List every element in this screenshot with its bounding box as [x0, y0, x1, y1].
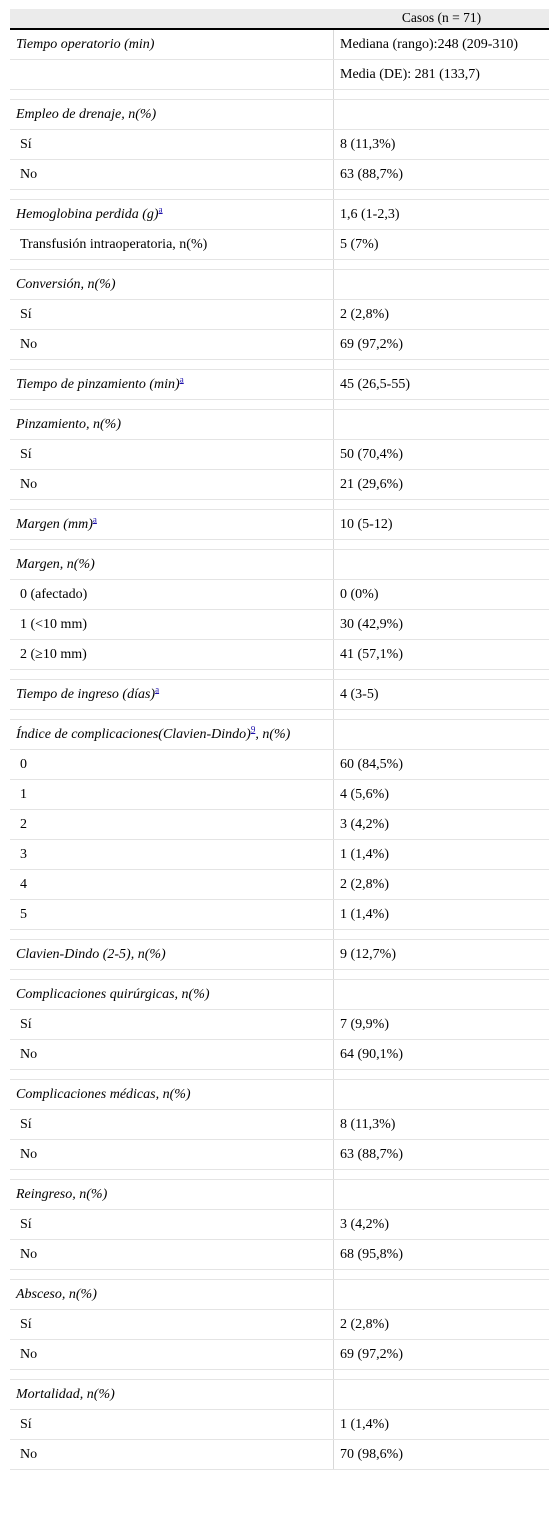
row-label: No: [20, 1447, 38, 1462]
row-value: 21 (29,6%): [340, 477, 403, 492]
table-row: [10, 1040, 549, 1070]
footnote-link[interactable]: a: [155, 684, 160, 695]
row-label: No: [20, 1147, 38, 1162]
row-label-cell: [10, 720, 334, 749]
row-label: 0: [20, 757, 27, 772]
spacer-row: [10, 930, 549, 940]
table-row: [10, 440, 549, 470]
row-value: 63 (88,7%): [340, 167, 403, 182]
table-row: [10, 720, 549, 750]
spacer-row: [10, 190, 549, 200]
row-label: Sí: [20, 1117, 32, 1132]
footnote-link[interactable]: 9: [250, 724, 256, 735]
table-row: [10, 550, 549, 580]
row-label-cell: [10, 980, 334, 1009]
row-value: 4 (5,6%): [340, 787, 389, 802]
table-row: [10, 1240, 549, 1270]
row-value-cell: [334, 1310, 549, 1339]
spacer-row: [10, 1170, 549, 1180]
row-value-cell: [334, 100, 549, 129]
row-value-cell: [334, 60, 549, 89]
row-value-cell: [334, 1380, 549, 1409]
row-label-cell: [10, 930, 334, 939]
row-label: Conversión, n(%): [16, 277, 116, 292]
table-row: [10, 680, 549, 710]
row-label-cell: [10, 1310, 334, 1339]
header-col-cases: Casos (n = 71): [401, 10, 482, 25]
row-value-cell: [334, 510, 549, 539]
row-value-cell: [334, 200, 549, 229]
row-value-cell: [334, 550, 549, 579]
row-label: No: [20, 1047, 38, 1062]
row-label: Sí: [20, 1217, 32, 1232]
row-value-cell: [334, 360, 549, 369]
row-label-cell: [10, 1110, 334, 1139]
table-row: [10, 100, 549, 130]
row-label-cell: [10, 670, 334, 679]
row-label: No: [20, 167, 38, 182]
spacer-row: [10, 260, 549, 270]
row-value-cell: [334, 670, 549, 679]
row-label-cell: [10, 640, 334, 669]
row-value-cell: [334, 1340, 549, 1369]
row-label-cell: [10, 30, 334, 59]
row-value-cell: [334, 370, 549, 399]
row-label-cell: [10, 840, 334, 869]
row-label: Clavien-Dindo (2-5), n(%): [16, 947, 166, 962]
row-value-cell: [334, 930, 549, 939]
row-value-cell: [334, 270, 549, 299]
row-value-cell: [334, 90, 549, 99]
row-label: Empleo de drenaje, n(%): [16, 107, 157, 122]
row-label-cell: [10, 1180, 334, 1209]
row-value: 69 (97,2%): [340, 337, 403, 352]
spacer-row: [10, 710, 549, 720]
table-row: [10, 940, 549, 970]
results-table: [10, 9, 549, 1470]
row-value-cell: [334, 1170, 549, 1179]
row-value-cell: [334, 410, 549, 439]
table-header: [10, 9, 549, 30]
table-row: [10, 330, 549, 360]
row-label-cell: [10, 1380, 334, 1409]
row-value-cell: [334, 980, 549, 1009]
row-label-cell: [10, 1240, 334, 1269]
row-value-cell: [334, 1040, 549, 1069]
table-row: [10, 1180, 549, 1210]
row-value-cell: [334, 1280, 549, 1309]
row-label-cell: [10, 200, 334, 229]
table-row: [10, 640, 549, 670]
row-value: 70 (98,6%): [340, 1447, 403, 1462]
table-row: [10, 1310, 549, 1340]
spacer-row: [10, 360, 549, 370]
row-value: 63 (88,7%): [340, 1147, 403, 1162]
row-value-cell: [334, 970, 549, 979]
table-row: [10, 200, 549, 230]
row-label-cell: [10, 1370, 334, 1379]
row-label: 2: [20, 817, 27, 832]
row-value: 45 (26,5-55): [340, 377, 410, 392]
row-label: Complicaciones quirúrgicas, n(%): [16, 987, 210, 1002]
row-value: 0 (0%): [340, 587, 379, 602]
row-label: Sí: [20, 1417, 32, 1432]
row-label-cell: [10, 1280, 334, 1309]
row-label: No: [20, 477, 38, 492]
spacer-row: [10, 1070, 549, 1080]
table-row: [10, 410, 549, 440]
spacer-row: [10, 670, 549, 680]
row-label: Transfusión intraoperatoria, n(%): [20, 237, 208, 252]
table-row: [10, 1440, 549, 1470]
row-label-cell: [10, 260, 334, 269]
row-value-cell: [334, 1270, 549, 1279]
row-value-cell: [334, 260, 549, 269]
row-label-cell: [10, 330, 334, 359]
row-label-cell: [10, 680, 334, 709]
row-value-cell: [334, 710, 549, 719]
row-value: 4 (3-5): [340, 687, 379, 702]
row-value-cell: [334, 1440, 549, 1469]
row-value-cell: [334, 1110, 549, 1139]
table-row: [10, 470, 549, 500]
row-value-cell: [334, 540, 549, 549]
table-row: [10, 160, 549, 190]
row-value: Mediana (rango):248 (209-310): [340, 37, 519, 52]
row-value-cell: [334, 130, 549, 159]
table-row: [10, 750, 549, 780]
row-label-cell: [10, 1210, 334, 1239]
row-value: 60 (84,5%): [340, 757, 403, 772]
row-value-cell: [334, 230, 549, 259]
row-label: Tiempo de pinzamiento (min): [16, 377, 180, 392]
table-row: [10, 510, 549, 540]
row-value: 2 (2,8%): [340, 307, 389, 322]
footnote-link[interactable]: a: [158, 204, 163, 215]
spacer-row: [10, 1270, 549, 1280]
row-label: Sí: [20, 137, 32, 152]
table-row: [10, 980, 549, 1010]
row-label: Tiempo operatorio (min): [16, 37, 155, 52]
row-label-cell: [10, 190, 334, 199]
row-value: 64 (90,1%): [340, 1047, 403, 1062]
row-label-cell: [10, 440, 334, 469]
row-value-cell: [334, 190, 549, 199]
row-value: 3 (4,2%): [340, 817, 389, 832]
row-value-cell: [334, 610, 549, 639]
row-value: 30 (42,9%): [340, 617, 403, 632]
row-label-cell: [10, 1010, 334, 1039]
row-label-cell: [10, 710, 334, 719]
row-label: Margen (mm): [16, 517, 93, 532]
row-value: 7 (9,9%): [340, 1017, 389, 1032]
row-label-cell: [10, 1080, 334, 1109]
row-value-cell: [334, 1010, 549, 1039]
row-label-cell: [10, 610, 334, 639]
row-value-cell: [334, 1210, 549, 1239]
row-label: 2 (≥10 mm): [20, 647, 87, 662]
row-label-cell: [10, 1440, 334, 1469]
row-value: Media (DE): 281 (133,7): [340, 67, 480, 82]
table-row: [10, 1140, 549, 1170]
row-value-cell: [334, 400, 549, 409]
row-label: Tiempo de ingreso (días): [16, 687, 156, 702]
row-value: 1 (1,4%): [340, 907, 389, 922]
row-value-cell: [334, 440, 549, 469]
table-row: [10, 900, 549, 930]
row-label: 5: [20, 907, 27, 922]
row-value-cell: [334, 870, 549, 899]
row-value-cell: [334, 160, 549, 189]
spacer-row: [10, 970, 549, 980]
header-col-label: [10, 9, 334, 28]
table-row: [10, 840, 549, 870]
row-value: 9 (12,7%): [340, 947, 396, 962]
row-value-cell: [334, 470, 549, 499]
row-label-cell: [10, 410, 334, 439]
row-label-cell: [10, 870, 334, 899]
row-value: 69 (97,2%): [340, 1347, 403, 1362]
row-value-cell: [334, 580, 549, 609]
row-label: No: [20, 1247, 38, 1262]
row-value-cell: [334, 1070, 549, 1079]
row-label-cell: [10, 400, 334, 409]
row-label: Sí: [20, 447, 32, 462]
row-label: Sí: [20, 1317, 32, 1332]
spacer-row: [10, 400, 549, 410]
footnote-link[interactable]: a: [179, 374, 184, 385]
row-value-cell: [334, 720, 549, 749]
row-value-cell: [334, 680, 549, 709]
row-value: 41 (57,1%): [340, 647, 403, 662]
table-row: [10, 1080, 549, 1110]
row-value-cell: [334, 1370, 549, 1379]
row-label-cell: [10, 550, 334, 579]
row-label-cell: [10, 970, 334, 979]
table-row: [10, 1380, 549, 1410]
row-value: 1,6 (1-2,3): [340, 207, 400, 222]
row-label-cell: [10, 130, 334, 159]
row-value-cell: [334, 900, 549, 929]
row-label: Reingreso, n(%): [16, 1187, 108, 1202]
row-label-cell: [10, 300, 334, 329]
table-row: [10, 780, 549, 810]
row-label: Pinzamiento, n(%): [16, 417, 121, 432]
row-label-cell: [10, 360, 334, 369]
row-label-cell: [10, 470, 334, 499]
table-row: [10, 230, 549, 260]
table-row: [10, 1110, 549, 1140]
row-label-cell: [10, 810, 334, 839]
row-label: Sí: [20, 307, 32, 322]
row-value-cell: [334, 1180, 549, 1209]
spacer-row: [10, 500, 549, 510]
row-value: 1 (1,4%): [340, 847, 389, 862]
row-label-cell: [10, 1270, 334, 1279]
row-label-cell: [10, 1070, 334, 1079]
row-value-cell: [334, 1140, 549, 1169]
row-value-cell: [334, 750, 549, 779]
row-label-cell: [10, 510, 334, 539]
row-label-cell: [10, 1170, 334, 1179]
row-label-cell: [10, 230, 334, 259]
row-label-cell: [10, 1410, 334, 1439]
table-body: [10, 30, 549, 1470]
row-label-cell: [10, 580, 334, 609]
row-label: No: [20, 1347, 38, 1362]
row-label-cell: [10, 900, 334, 929]
row-value: 3 (4,2%): [340, 1217, 389, 1232]
row-value: 1 (1,4%): [340, 1417, 389, 1432]
row-value-cell: [334, 810, 549, 839]
row-label-cell: [10, 780, 334, 809]
row-value-cell: [334, 640, 549, 669]
row-label: 3: [20, 847, 27, 862]
row-label-cell: [10, 90, 334, 99]
row-value-cell: [334, 30, 549, 59]
row-label: Margen, n(%): [16, 557, 95, 572]
row-label-cell: [10, 100, 334, 129]
table-row: [10, 30, 549, 60]
table-row: [10, 130, 549, 160]
row-value: 8 (11,3%): [340, 1117, 396, 1132]
row-label-cell: [10, 370, 334, 399]
row-label: Hemoglobina perdida (g): [16, 207, 159, 222]
row-value-cell: [334, 1240, 549, 1269]
row-label-cell: [10, 1140, 334, 1169]
table-row: [10, 870, 549, 900]
spacer-row: [10, 540, 549, 550]
row-label-cell: [10, 540, 334, 549]
row-value: 8 (11,3%): [340, 137, 396, 152]
row-value: 50 (70,4%): [340, 447, 403, 462]
table-row: [10, 1410, 549, 1440]
row-label: 1 (<10 mm): [20, 617, 87, 632]
row-value: 10 (5-12): [340, 517, 393, 532]
table-row: [10, 610, 549, 640]
row-label-suffix: , n(%): [255, 727, 291, 742]
table-row: [10, 1280, 549, 1310]
row-label: Absceso, n(%): [16, 1287, 97, 1302]
table-row: [10, 580, 549, 610]
row-label-cell: [10, 500, 334, 509]
row-value-cell: [334, 500, 549, 509]
table-row: [10, 300, 549, 330]
table-row: [10, 1210, 549, 1240]
footnote-link[interactable]: a: [92, 514, 97, 525]
row-value: 5 (7%): [340, 237, 379, 252]
row-value-cell: [334, 1080, 549, 1109]
row-label: 1: [20, 787, 27, 802]
spacer-row: [10, 90, 549, 100]
table-row: [10, 270, 549, 300]
row-label-cell: [10, 750, 334, 779]
spacer-row: [10, 1370, 549, 1380]
row-label: Complicaciones médicas, n(%): [16, 1087, 191, 1102]
row-value-cell: [334, 840, 549, 869]
row-value-cell: [334, 1410, 549, 1439]
row-value-cell: [334, 940, 549, 969]
row-label-cell: [10, 270, 334, 299]
row-label-cell: [10, 60, 334, 89]
row-label: Índice de complicaciones(Clavien-Dindo): [16, 727, 251, 742]
table-row: [10, 810, 549, 840]
row-value: 2 (2,8%): [340, 877, 389, 892]
row-value-cell: [334, 300, 549, 329]
row-label-cell: [10, 940, 334, 969]
table-row: [10, 60, 549, 90]
row-label: No: [20, 337, 38, 352]
table-row: [10, 1340, 549, 1370]
row-label: 0 (afectado): [20, 587, 88, 602]
row-label: Sí: [20, 1017, 32, 1032]
row-value: 68 (95,8%): [340, 1247, 403, 1262]
row-label: Mortalidad, n(%): [16, 1387, 115, 1402]
table-row: [10, 1010, 549, 1040]
table-row: [10, 370, 549, 400]
row-label-cell: [10, 160, 334, 189]
row-value-cell: [334, 330, 549, 359]
row-label-cell: [10, 1040, 334, 1069]
row-value-cell: [334, 780, 549, 809]
row-label: 4: [20, 877, 27, 892]
row-label-cell: [10, 1340, 334, 1369]
row-value: 2 (2,8%): [340, 1317, 389, 1332]
